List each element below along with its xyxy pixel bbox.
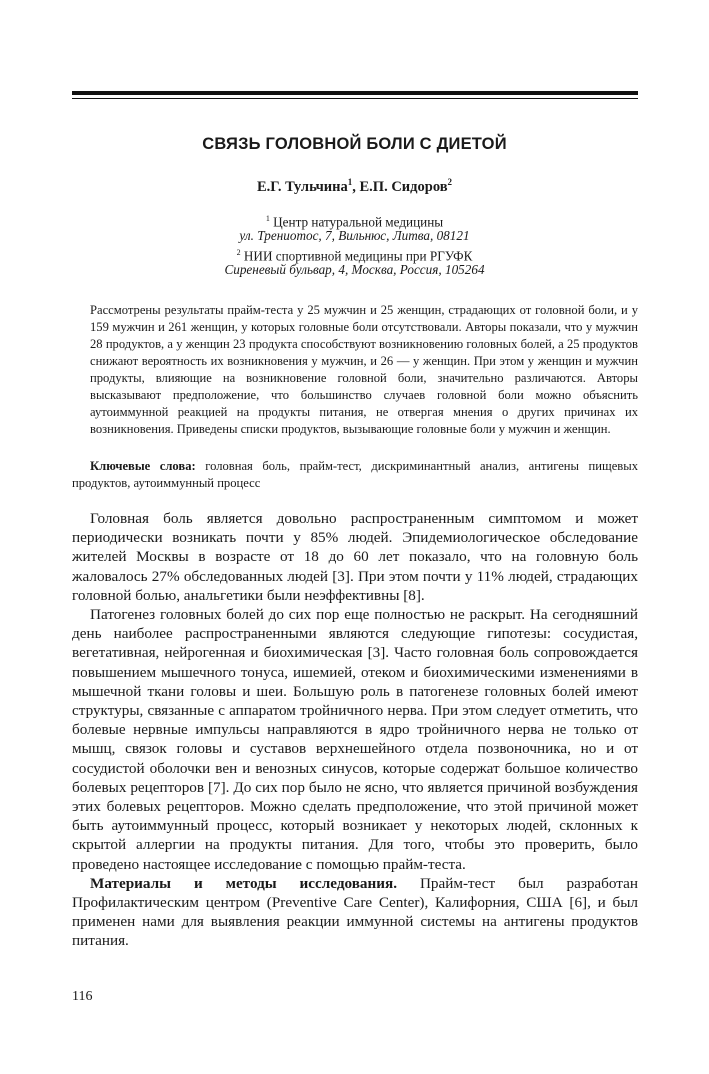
affiliation-mark: 1 (265, 214, 270, 223)
keywords-label: Ключевые слова: (90, 459, 196, 473)
affiliation-name-text: Центр натуральной медицины (273, 214, 444, 230)
keywords (72, 458, 638, 492)
affiliation-mark: 2 (236, 248, 241, 257)
author-name: Е.П. Сидоров (359, 178, 448, 195)
affiliation-name-text: НИИ спортивной медицины при РГУФК (243, 248, 473, 264)
keywords-list: головная боль, прайм-тест, дискриминантный анализ, антигены пищевых продуктов, аутоиммунный процесс (72, 459, 638, 490)
methods-text: Прайм-тест был разработан Профилактическим центром (Preventive Care Center), Калифорния, США [6], и был применен нами для выявления реакции иммунной системы на антигены продуктов питания. (72, 874, 638, 950)
author-list (0, 177, 709, 196)
author-separator: , (352, 178, 360, 195)
author-name: Е.Г. Тульчина (256, 178, 348, 195)
methods-paragraph (72, 874, 638, 951)
methods-heading: Материалы и методы исследования. (90, 874, 398, 892)
header-rule-thin (72, 98, 638, 99)
header-rule-thick (72, 91, 638, 95)
abstract: Рассмотрены результаты прайм-теста у 25 мужчин и 25 женщин, страдающих от головной боли, и у 159 мужчин и 261 женщин, у которых головные боли отсутствовали. Авторы показали, что у мужчин 28 продуктов, а у женщин 23 продукта способствуют возникновению головных болей, а 25 продуктов снижают вероятность их возникновения у мужчин, и 26 — у женщин. При этом у женщин и мужчин продукты, влияющие на возникновение головной боли, значительно различаются. Авторы высказывают предположение, что большинство случаев головной боли можно объяснить аутоиммунной реакцией на продукты питания, не отвергая мнения о других причинах их возникновения. Приведены списки продуктов, вызывающие головные боли у мужчин и женщин. (90, 303, 638, 436)
affiliation-address: Сиреневый бульвар, 4, Москва, Россия, 105264 (224, 262, 485, 277)
article-title: СВЯЗЬ ГОЛОВНОЙ БОЛИ С ДИЕТОЙ (202, 135, 507, 153)
body-paragraph: Патогенез головных болей до сих пор еще полностью не раскрыт. На сегодняшний день наиболее распространенными являются следующие гипотезы: сосудистая, вегетативная, нейрогенная и биохимическая [3]. Часто головная боль сопровождается повышением мышечного тонуса, ишемией, отеком и биохимическими изменениями в мышечной ткани головы и шеи. Большую роль в патогенезе головных болей имеют структуры, связанные с аппаратом тройничного нерва. При этом следует отметить, что болевые нервные импульсы направляются в ядро тройничного нерва не только от мышц, связок головы и суставов верхнешейного отдела позвоночника, но и от сосудистой оболочки вен и венозных синусов, которые содержат большое количество болевых рецепторов [7]. До сих пор было не ясно, что является причиной возбуждения этих болевых рецепторов. Можно сделать предположение, что этой причиной может быть аутоиммунный процесс, который возникает у некоторых людей, склонных к скрытой аллергии на продукты питания. Для того, чтобы это проверить, было проведено настоящее исследование с помощью прайм-теста. (72, 606, 638, 873)
affiliation-address: ул. Трениотос, 7, Вильнюс, Литва, 08121 (239, 228, 470, 243)
author-affiliation-mark: 2 (447, 177, 453, 187)
article-body (72, 509, 638, 951)
body-paragraph: Головная боль является довольно распространенным симптомом и может периодически возникать почти у 85% людей. Эпидемиологическое обследование жителей Москвы в возрасте от 18 до 60 лет показало, что на головную боль жаловалось 27% обследованных людей [3]. При этом почти у 11% людей, страдающих головной болью, анальгетики были неэффективны [8]. (72, 510, 638, 604)
page-number: 116 (72, 989, 93, 1004)
author-affiliation-mark: 1 (347, 177, 353, 187)
